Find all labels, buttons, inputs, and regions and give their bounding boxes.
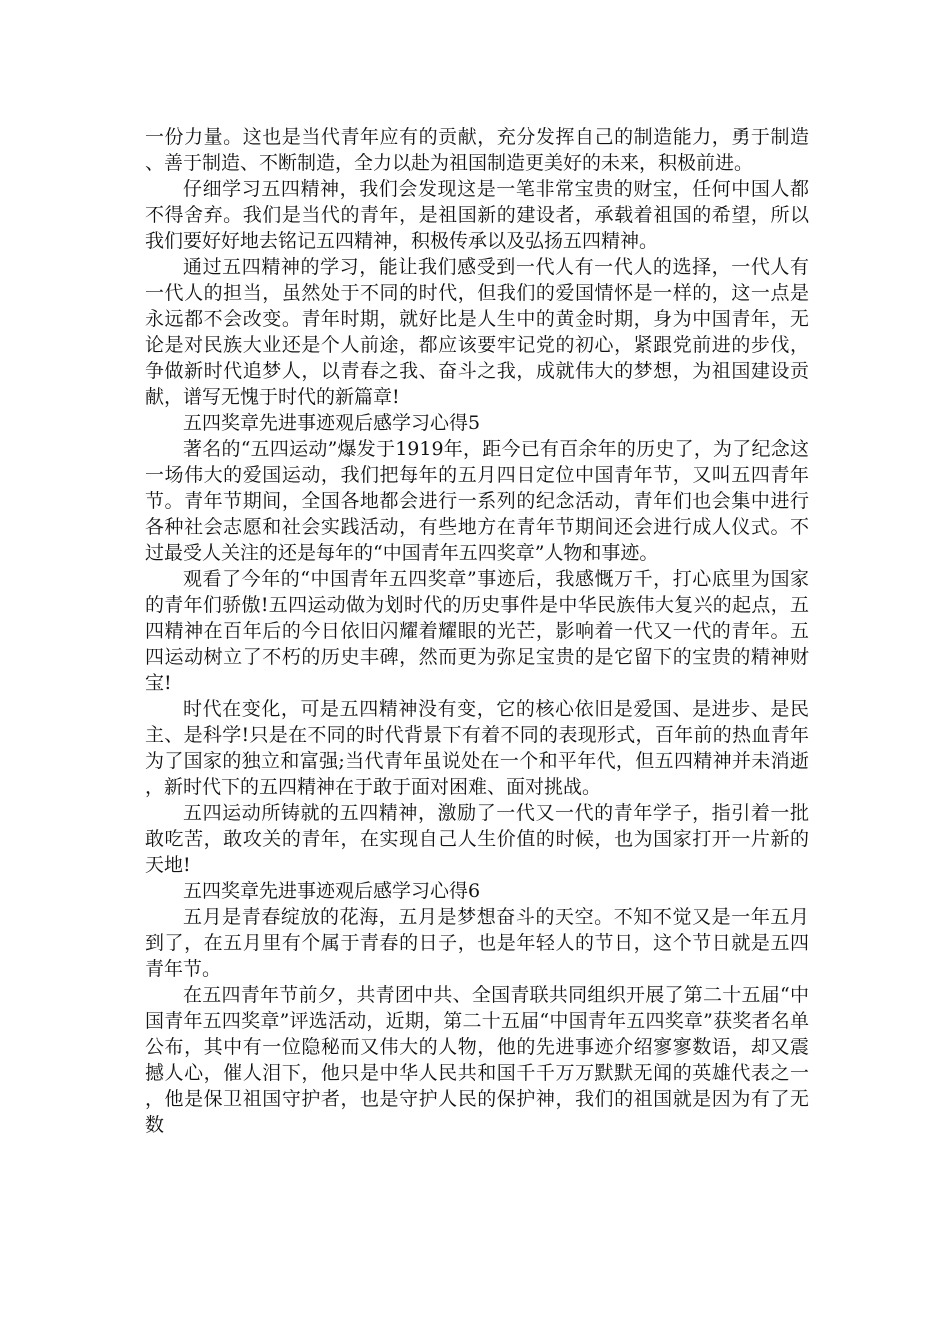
paragraph-5: 观看了今年的“中国青年五四奖章”事迹后，我感慨万千，打心底里为国家的青年们骄傲!五四运动做为划时代的历史事件是中华民族伟大复兴的起点，五四精神在百年后的今日依旧闪耀着耀眼的光芒，影响着一代又一代的青年。五四运动树立了不朽的历史丰碑，然而更为弥足宝贵的是它留下的宝贵的精神财宝! — [145, 568, 809, 694]
paragraph-4: 著名的“五四运动”爆发于1919年，距今已有百余年的历史了，为了纪念这一场伟大的爱国运动，我们把每年的五月四日定位中国青年节，又叫五四青年节。青年节期间，全国各地都会进行一系列的纪念活动，青年们也会集中进行各种社会志愿和社会实践活动，有些地方在青年节期间还会进行成人仪式。不过最受人关注的还是每年的“中国青年五四奖章”人物和事迹。 — [145, 438, 809, 564]
section-heading-6: 五四奖章先进事迹观后感学习心得6 — [183, 880, 481, 902]
paragraph-8: 五月是青春绽放的花海，五月是梦想奋斗的天空。不知不觉又是一年五月到了，在五月里有个属于青春的日子，也是年轻人的节日，这个节日就是五四青年节。 — [145, 906, 809, 980]
paragraph-7: 五四运动所铸就的五四精神，激励了一代又一代的青年学子，指引着一批敢吃苦，敢攻关的青年，在实现自己人生价值的时候，也为国家打开一片新的天地! — [145, 802, 809, 876]
paragraph-9: 在五四青年节前夕，共青团中共、全国青联共同组织开展了第二十五届“中国青年五四奖章”评选活动，近期，第二十五届“中国青年五四奖章”获奖者名单公布，其中有一位隐秘而又伟大的人物，他的先进事迹介绍寥寥数语，却又震撼人心，催人泪下，他只是中华人民共和国千千万万默默无闻的英雄代表之一，他是保卫祖国守护者，也是守护人民的保护神，我们的祖国就是因为有了无数 — [145, 984, 809, 1136]
document-page — [145, 124, 809, 1138]
paragraph-6: 时代在变化，可是五四精神没有变，它的核心依旧是爱国、是进步、是民主、是科学!只是在不同的时代背景下有着不同的表现形式，百年前的热血青年为了国家的独立和富强;当代青年虽说处在一个和平年代，但五四精神并未消逝，新时代下的五四精神在于敢于面对困难、面对挑战。 — [145, 698, 809, 798]
paragraph-3: 通过五四精神的学习，能让我们感受到一代人有一代人的选择，一代人有一代人的担当，虽然处于不同的时代，但我们的爱国情怀是一样的，这一点是永远都不会改变。青年时期，就好比是人生中的黄金时期，身为中国青年，无论是对民族大业还是个人前途，都应该要牢记党的初心，紧跟党前进的步伐，争做新时代追梦人，以青春之我、奋斗之我，成就伟大的梦想，为祖国建设贡献，谱写无愧于时代的新篇章! — [145, 256, 809, 408]
section-heading-5: 五四奖章先进事迹观后感学习心得5 — [183, 412, 481, 434]
paragraph-2: 仔细学习五四精神，我们会发现这是一笔非常宝贵的财宝，任何中国人都不得舍弃。我们是当代的青年，是祖国新的建设者，承载着祖国的希望，所以我们要好好地去铭记五四精神，积极传承以及弘扬五四精神。 — [145, 178, 809, 252]
paragraph-1: 一份力量。这也是当代青年应有的贡献，充分发挥自己的制造能力，勇于制造、善于制造、不断制造，全力以赴为祖国制造更美好的未来，积极前进。 — [145, 126, 809, 174]
